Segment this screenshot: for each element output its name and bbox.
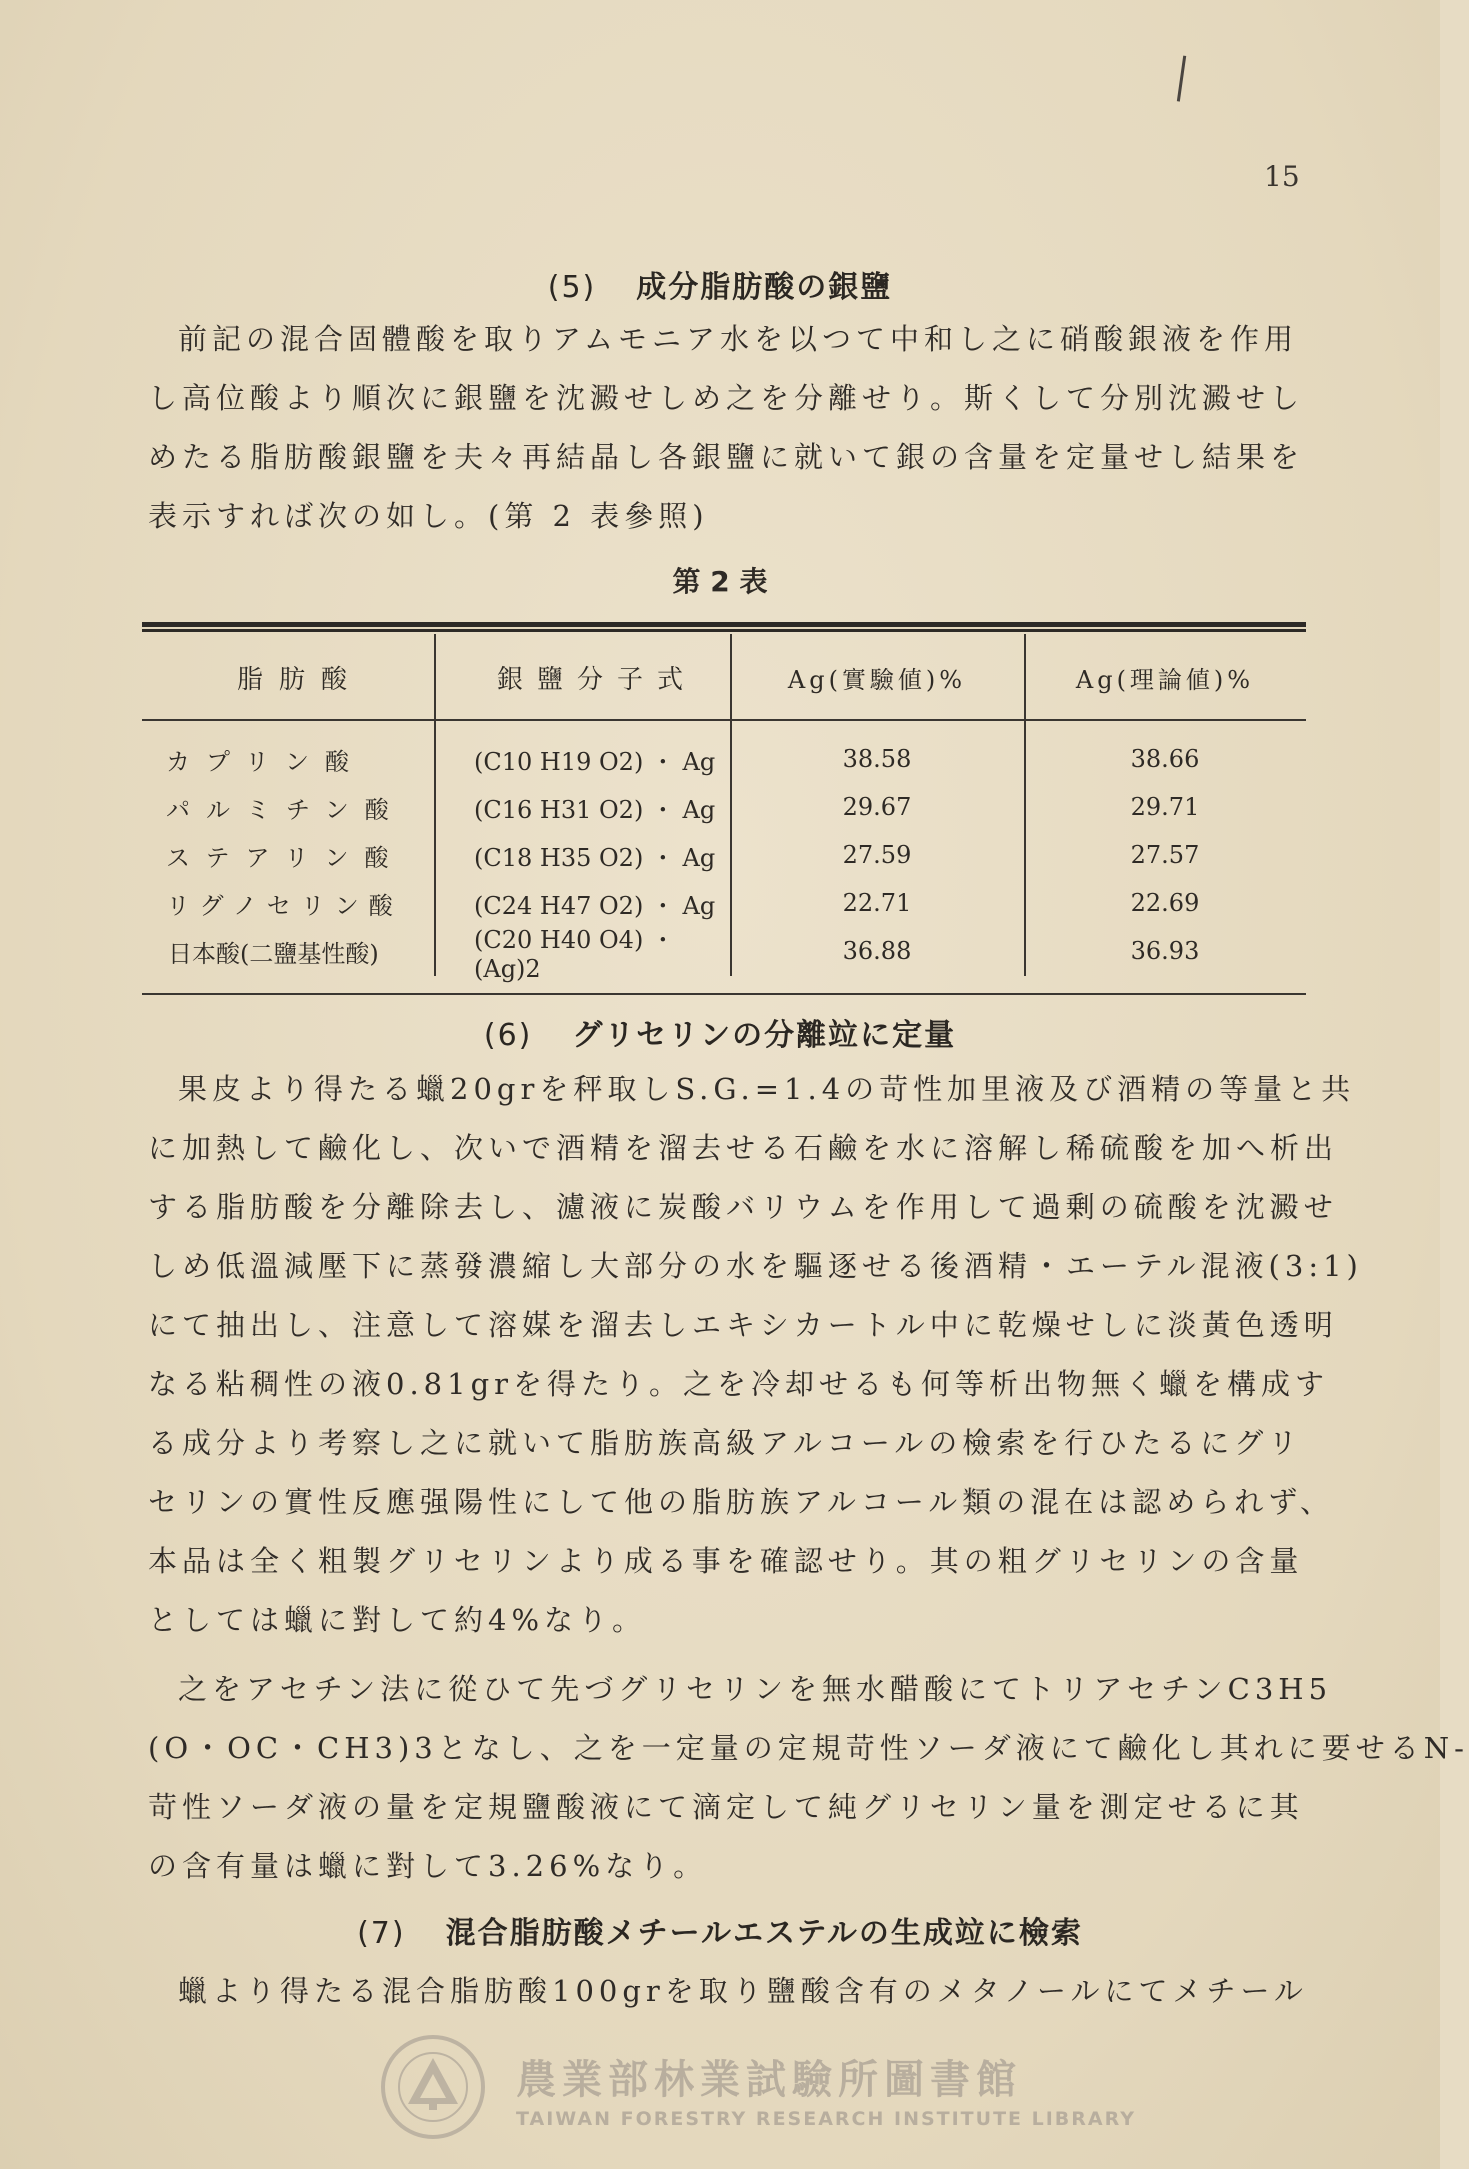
section-7-number: (7) (357, 1916, 406, 1951)
cell-acid: パルミチン酸 (166, 795, 405, 824)
cell-formula: (C20 H40 O4) ・(Ag)2 (474, 925, 675, 983)
header-acid: 脂肪酸 (236, 664, 363, 695)
table-row (142, 783, 1306, 831)
cell-exp: 27.59 (842, 841, 912, 869)
table-body (142, 721, 1306, 993)
cell-formula: (C16 H31 O2) ・ Ag (474, 795, 716, 824)
section-6-number: (6) (483, 1018, 533, 1053)
section-5-title: 成分脂肪酸の銀鹽 (636, 270, 893, 305)
text-line: 前記の混合固體酸を取りアムモニア水を以つて中和し之に硝酸銀液を作用 (178, 322, 1298, 356)
section-6-title: グリセリンの分離竝に定量 (572, 1018, 957, 1053)
page-number: 15 (1264, 160, 1300, 193)
text-line: セリンの實性反應强陽性にして他の脂肪族アルコール類の混在は認められず、 (148, 1485, 1334, 1519)
text-line: なる粘稠性の液0.81grを得たり。之を冷却せるも何等析出物無く蠟を構成す (148, 1367, 1329, 1401)
table-row (142, 925, 1306, 983)
section-6-paragraph-1 (148, 1060, 1363, 1650)
header-exp: Ag(實驗値)% (787, 665, 967, 694)
text-line: する脂肪酸を分離除去し、濾液に炭酸バリウムを作用して過剰の硫酸を沈澱せ (148, 1190, 1338, 1224)
table-row (142, 735, 1306, 783)
table-top-rule (142, 622, 1306, 629)
text-line: にて抽出し、注意して溶媒を溜去しエキシカートル中に乾燥せしに淡黃色透明 (148, 1308, 1338, 1342)
table-2 (142, 622, 1306, 995)
table-divider (730, 634, 732, 976)
cell-theo: 36.93 (1130, 937, 1200, 965)
cell-acid: ステアリン酸 (166, 843, 405, 872)
text-line: 表示すれば次の如し。(第 2 表參照) (148, 499, 709, 533)
library-name-en: TAIWAN FORESTRY RESEARCH INSTITUTE LIBRARY (516, 2108, 1136, 2130)
text-line: めたる脂肪酸銀鹽を夫々再結晶し各銀鹽に就いて銀の含量を定量せし結果を (148, 440, 1305, 474)
text-line: 蠟より得たる混合脂肪酸100grを取り鹽酸含有のメタノールにてメチール (178, 1974, 1308, 2008)
table-row (142, 831, 1306, 879)
cell-acid: リグノセリン酸 (166, 891, 403, 920)
text-line: る成分より考察し之に就いて脂肪族高級アルコールの檢索を行ひたるにグリ (148, 1426, 1303, 1460)
section-7-paragraph (148, 1962, 1308, 2021)
text-line: 苛性ソーダ液の量を定規鹽酸液にて滴定して純グリセリン量を測定せるに其 (148, 1790, 1304, 1824)
text-line: としては蠟に對して約4%なり。 (148, 1603, 647, 1637)
cell-theo: 38.66 (1130, 745, 1200, 773)
cell-formula: (C24 H47 O2) ・ Ag (474, 891, 716, 920)
text-line: 本品は全く粗製グリセリンより成る事を確認せり。其の粗グリセリンの含量 (148, 1544, 1304, 1578)
table-header-row (142, 635, 1306, 721)
text-line: 果皮より得たる蠟20grを秤取しS.G.=1.4の苛性加里液及び酒精の等量と共 (178, 1072, 1356, 1106)
text-line: しめ低溫減壓下に蒸發濃縮し大部分の水を驅逐せる後酒精・エーテル混液(3:1) (148, 1249, 1363, 1283)
cell-acid: カプリン酸 (166, 747, 366, 776)
section-6-paragraph-2 (148, 1660, 1469, 1896)
text-line: し高位酸より順次に銀鹽を沈澱せしめ之を分離せり。斯くして分別沈澱せし (148, 381, 1305, 415)
cell-theo: 27.57 (1130, 841, 1200, 869)
section-7-title: 混合脂肪酸メチールエステルの生成竝に檢索 (445, 1916, 1083, 1951)
library-seal-icon (378, 2032, 488, 2142)
cell-exp: 38.58 (842, 745, 912, 773)
section-7-heading (0, 1908, 1440, 1952)
table-bottom-rule (142, 993, 1306, 995)
text-line: 之をアセチン法に從ひて先づグリセリンを無水醋酸にてトリアセチンC3H5 (178, 1672, 1333, 1706)
section-5-heading (0, 262, 1440, 306)
header-formula: 銀鹽分子式 (496, 664, 697, 695)
pencil-mark (1177, 56, 1192, 103)
table-divider (434, 634, 436, 976)
cell-formula: (C18 H35 O2) ・ Ag (474, 843, 716, 872)
library-name-zh: 農業部林業試驗所圖書館 (516, 2057, 1022, 2103)
cell-exp: 29.67 (842, 793, 912, 821)
section-6-heading (0, 1010, 1440, 1054)
header-theo: Ag(理論値)% (1075, 665, 1255, 694)
table-divider (1024, 634, 1026, 976)
cell-theo: 29.71 (1130, 793, 1200, 821)
cell-formula: (C10 H19 O2) ・ Ag (474, 747, 716, 776)
table-caption: 第 2 表 (672, 565, 768, 598)
text-line: に加熱して鹼化し、次いで酒精を溜去せる石鹼を水に溶解し稀硫酸を加へ析出 (148, 1131, 1339, 1165)
section-5-number: (5) (547, 270, 597, 305)
cell-theo: 22.69 (1130, 889, 1200, 917)
cell-exp: 22.71 (842, 889, 912, 917)
cell-exp: 36.88 (842, 937, 912, 965)
text-line: (O・OC・CH3)3となし、之を一定量の定規苛性ソーダ液にて鹼化し其れに要せるN- (148, 1731, 1469, 1765)
text-line: の含有量は蠟に對して3.26%なり。 (148, 1849, 708, 1883)
section-5-paragraph (148, 310, 1308, 546)
cell-acid: 日本酸(二鹽基性酸) (168, 939, 379, 968)
